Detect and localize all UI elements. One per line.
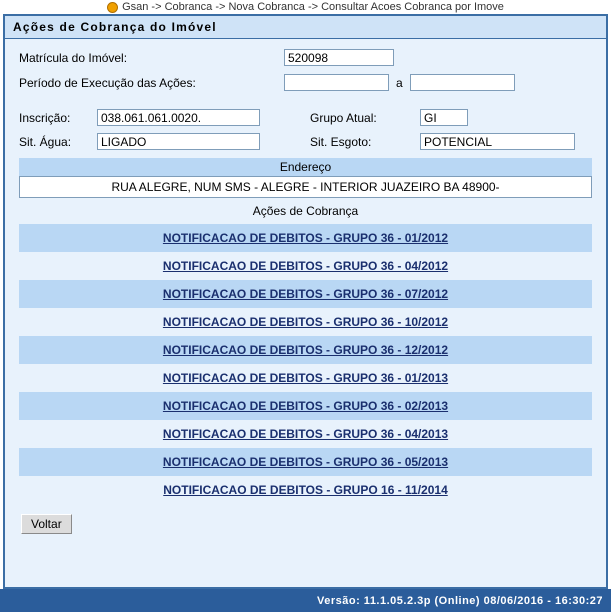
list-item[interactable] [19,252,592,280]
acao-link[interactable]: NOTIFICACAO DE DEBITOS - GRUPO 36 - 02/2013 [162,399,449,413]
list-item[interactable] [19,420,592,448]
acao-link[interactable]: NOTIFICACAO DE DEBITOS - GRUPO 36 - 05/2013 [162,455,449,469]
voltar-button[interactable]: Voltar [21,514,72,534]
orange-circle-icon [107,2,118,13]
button-bar [19,504,592,534]
grupo-atual-input[interactable] [420,109,468,126]
inscricao-label: Inscrição: [19,110,71,125]
sit-esgoto-input[interactable] [420,133,575,150]
acao-link[interactable]: NOTIFICACAO DE DEBITOS - GRUPO 36 - 04/2013 [162,427,449,441]
list-item[interactable] [19,308,592,336]
form-spacer [19,99,592,109]
acao-link[interactable]: NOTIFICACAO DE DEBITOS - GRUPO 36 - 04/2012 [162,259,449,273]
breadcrumb [0,0,611,14]
inscricao-input[interactable] [97,109,260,126]
list-item[interactable] [19,476,592,504]
periodo-label: Período de Execução das Ações: [19,75,196,90]
periodo-inicio-input[interactable] [284,74,389,91]
endereco-value: RUA ALEGRE, NUM SMS - ALEGRE - INTERIOR JUAZEIRO BA 48900- [19,176,592,198]
main-window [3,14,608,589]
matricula-row [19,49,592,66]
window-title-bar [5,16,606,39]
situacao-row [19,133,592,150]
matricula-label: Matrícula do Imóvel: [19,50,128,65]
sit-agua-input[interactable] [97,133,260,150]
list-item[interactable] [19,392,592,420]
acao-link[interactable]: NOTIFICACAO DE DEBITOS - GRUPO 36 - 01/2012 [162,231,449,245]
version-bar [0,589,611,612]
acoes-list [19,224,592,504]
periodo-row [19,74,592,91]
page-title: Ações de Cobrança do Imóvel [13,20,217,34]
periodo-separator-label: a [396,75,403,90]
periodo-fim-input[interactable] [410,74,515,91]
list-item[interactable] [19,336,592,364]
sit-esgoto-label: Sit. Esgoto: [310,134,372,149]
breadcrumb-text: Gsan -> Cobranca -> Nova Cobranca -> Consultar Acoes Cobranca por Imove [122,1,504,13]
version-text: Versão: 11.1.05.2.3p (Online) 08/06/2016 - 16:30:27 [317,594,603,607]
list-item[interactable] [19,448,592,476]
acao-link[interactable]: NOTIFICACAO DE DEBITOS - GRUPO 36 - 07/2012 [162,287,449,301]
acao-link[interactable]: NOTIFICACAO DE DEBITOS - GRUPO 36 - 01/2013 [162,371,449,385]
endereco-header: Endereço [19,158,592,176]
acoes-header: Ações de Cobrança [252,204,359,218]
list-item[interactable] [19,224,592,252]
acao-link[interactable]: NOTIFICACAO DE DEBITOS - GRUPO 16 - 11/2014 [163,483,448,497]
window-body [5,39,606,534]
matricula-input[interactable] [284,49,394,66]
acao-link[interactable]: NOTIFICACAO DE DEBITOS - GRUPO 36 - 10/2012 [162,315,449,329]
inscricao-row [19,109,592,126]
list-item[interactable] [19,280,592,308]
acao-link[interactable]: NOTIFICACAO DE DEBITOS - GRUPO 36 - 12/2012 [162,343,449,357]
grupo-atual-label: Grupo Atual: [310,110,377,125]
list-item[interactable] [19,364,592,392]
sit-agua-label: Sit. Água: [19,134,72,149]
